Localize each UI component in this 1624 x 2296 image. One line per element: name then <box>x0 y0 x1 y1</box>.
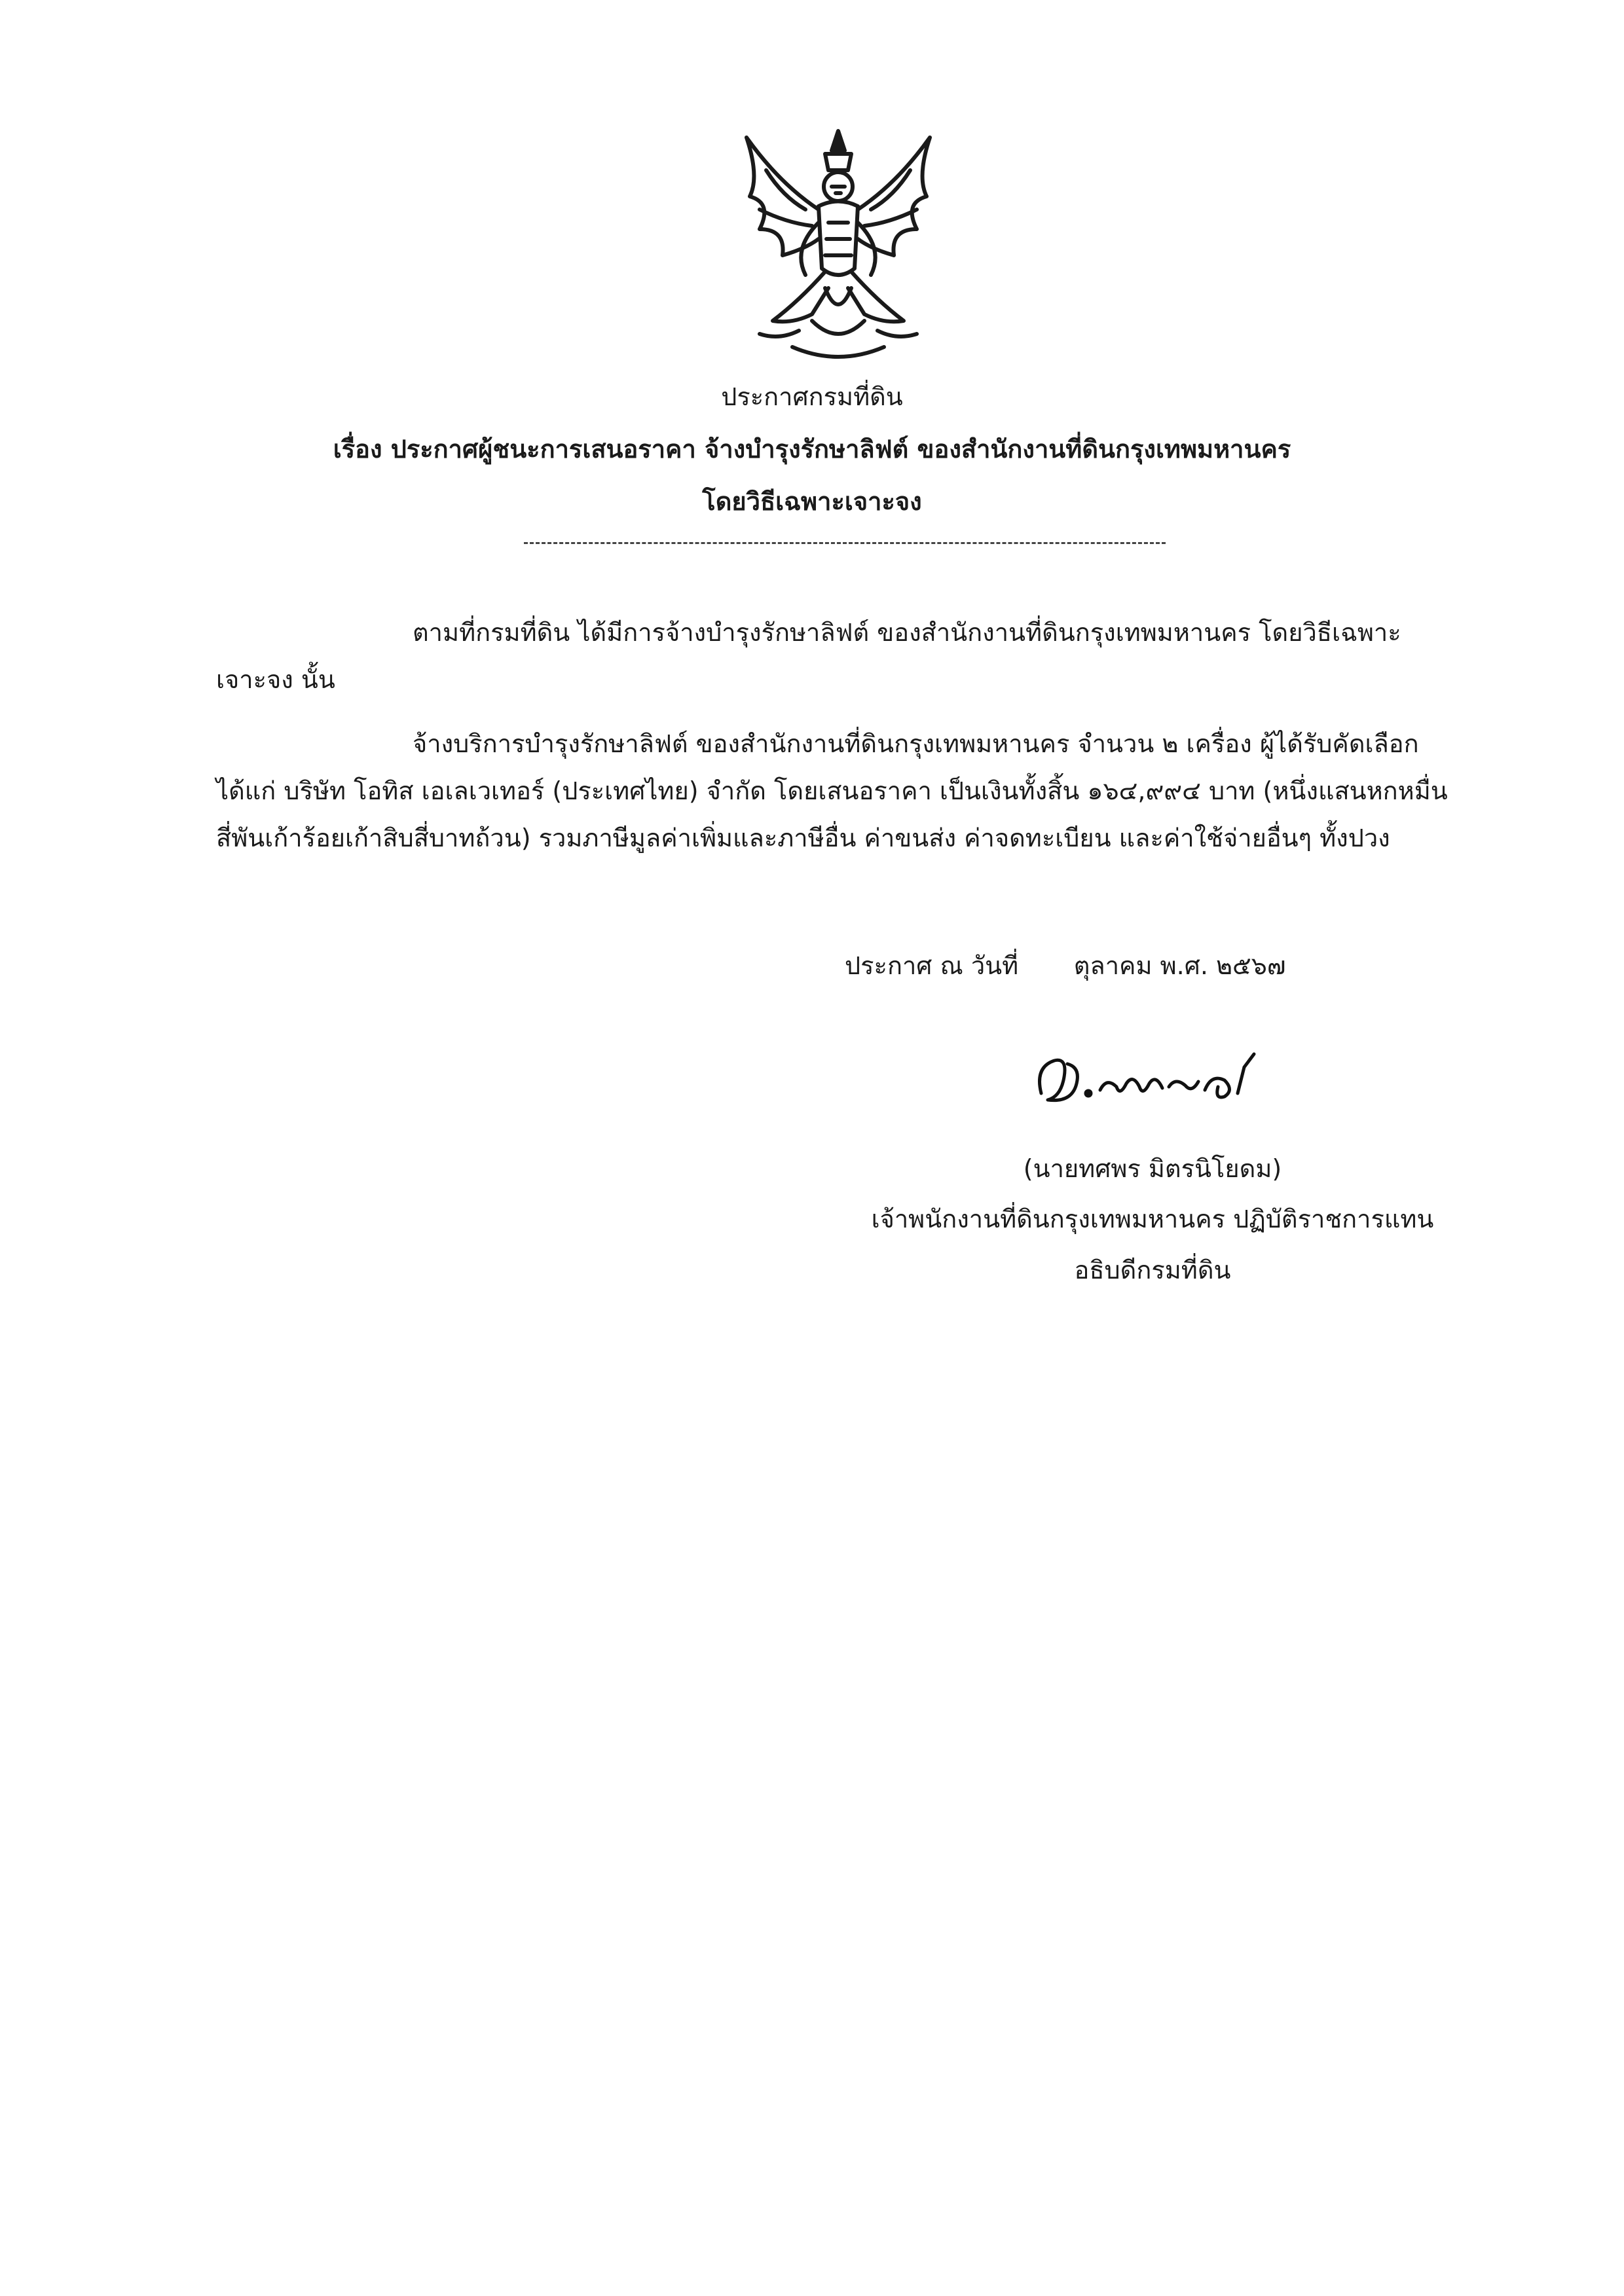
paragraph-1-text: ตามที่กรมที่ดิน ได้มีการจ้างบำรุงรักษาลิฟต์ ของสำนักงานที่ดินกรุงเทพมหานคร โดยวิธีเฉพาะเจาะจง นั้น <box>216 618 1401 694</box>
announcement-subject: เรื่อง ประกาศผู้ชนะการเสนอราคา จ้างบำรุงรักษาลิฟต์ ของสำนักงานที่ดินกรุงเทพมหานคร <box>333 435 1291 464</box>
announcement-date: ประกาศ ณ วันที่ ตุลาคม พ.ศ. ๒๕๖๗ <box>845 951 1286 980</box>
signer-acting-for: อธิบดีกรมที่ดิน <box>1074 1256 1231 1285</box>
procurement-method: โดยวิธีเฉพาะเจาะจง <box>702 487 922 516</box>
signer-position: เจ้าพนักงานที่ดินกรุงเทพมหานคร ปฏิบัติราชการแทน <box>871 1205 1434 1233</box>
announcement-title: ประกาศกรมที่ดิน <box>721 382 903 411</box>
paragraph-2-text: จ้างบริการบำรุงรักษาลิฟต์ ของสำนักงานที่ดินกรุงเทพมหานคร จำนวน ๒ เครื่อง ผู้ได้รับคัดเลือก ได้แก่ บริษัท โอทิส เอเลเวเทอร์ (ประเทศไทย) จำกัด โดยเสนอราคา เป็นเงินทั้งสิ้น ๑๖๔,๙๙๔ บาท (หนึ่งแสนหกหมื่นสี่พันเก้าร้อยเก้าสิบสี่บาทถ้วน) รวมภาษีมูลค่าเพิ่มและภาษีอื่น ค่าขนส่ง ค่าจดทะเบียน และค่าใช้จ่ายอื่นๆ ทั้งปวง <box>216 729 1448 852</box>
garuda-emblem-icon <box>720 124 956 373</box>
divider-line <box>524 542 1166 544</box>
body-paragraph-2 <box>216 720 1460 862</box>
body-paragraph-1 <box>216 609 1460 703</box>
signer-name: (นายทศพร มิตรนิโยดม) <box>1023 1154 1282 1183</box>
handwritten-signature-icon <box>1028 1041 1264 1120</box>
